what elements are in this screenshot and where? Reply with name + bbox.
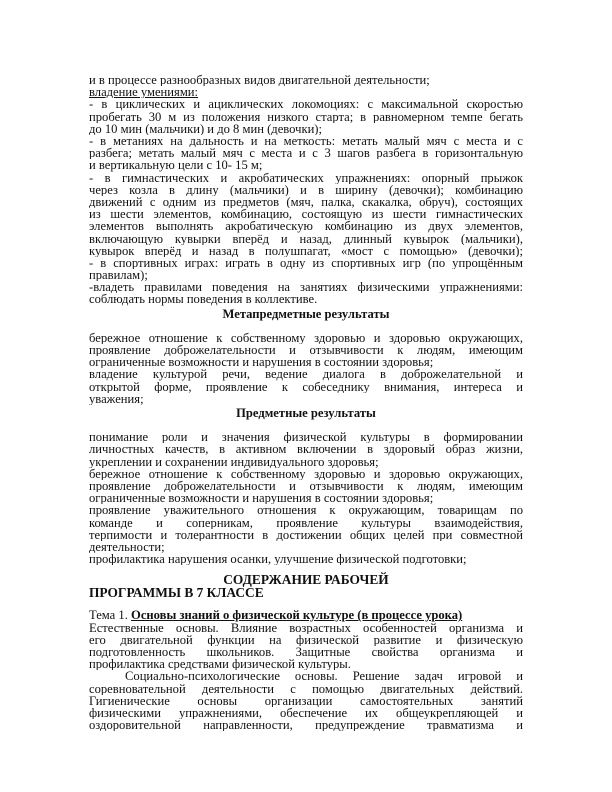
text-line: оздоровительной направленности, предупреждение травматизма и — [89, 719, 523, 732]
text-line: проявление доброжелательности и отзывчивости к людям, имеющим — [89, 479, 523, 493]
content-heading-line-2: ПРОГРАММЫ В 7 КЛАССЕ — [89, 585, 264, 601]
text-line: Естественные основы. Влияние возрастных особенностей организма и — [89, 621, 523, 634]
text-line: ограниченные возможности и нарушения в состоянии здоровья; — [89, 492, 434, 505]
text-line: деятельности; — [89, 540, 165, 554]
text-line: соревновательной деятельности с помощью двигательных действий. — [89, 682, 523, 695]
text-line: уважения; — [89, 392, 144, 406]
text-line: команде и соперникам, проявление культуры взаимодействия, — [89, 516, 523, 529]
text-line: - в гимнастических и акробатических упражнениях: опорный прыжок — [89, 171, 523, 184]
text-line: понимание роли и значения физической культуры в формировании — [89, 431, 523, 444]
content-heading-line-1: СОДЕРЖАНИЕ РАБОЧЕЙ — [223, 572, 389, 588]
text-line: профилактика средствами физической культуры. — [89, 658, 351, 671]
text-line: -владеть правилами поведения на занятиях физическими упражнениями: — [89, 281, 523, 294]
topic-prefix: Тема 1. — [89, 609, 128, 622]
topic-line — [89, 609, 523, 621]
text-line: элементов выполнять акробатическую комбинацию из двух элементов, — [89, 220, 523, 233]
topic-title: Основы знаний о физической культуре (в процессе урока) — [131, 609, 463, 622]
text-line: проявление уважительного отношения к окружающим, товарищам по — [89, 504, 523, 517]
text-line: личностных качеств, в активном включении в здоровый образ жизни, — [89, 443, 523, 456]
text-line: укреплении и сохранении индивидуального здоровья; — [89, 455, 379, 468]
text-line: бережное отношение к собственному здоровью и здоровью окружающих, — [89, 331, 523, 345]
skills-subheading: владение умениями: — [89, 86, 199, 99]
text-line: бережное отношение к собственному здоровью и здоровью окружающих, — [89, 467, 523, 480]
text-line: его двигательной функции на физической развитие и физическую — [89, 633, 523, 646]
text-line: до 10 мин (мальчики) и до 8 мин (девочки); — [89, 122, 323, 135]
text-line: - в циклических и ациклических локомоциях: с максимальной скоростью — [89, 98, 523, 111]
text-line: проявление доброжелательности и отзывчивости к людям, имеющим — [89, 344, 523, 357]
text-line: из шести элементов, комбинацию, состоящую из шести гимнастических — [89, 208, 523, 221]
text-line: подготовленность школьников. Защитные свойства организма и — [89, 645, 523, 659]
text-line: движений с одним из предметов (мяч, палка, скакалка, обруч), состоящих — [89, 195, 523, 209]
skills-block — [89, 74, 523, 306]
subject-results-block — [89, 431, 523, 565]
text-line: через козла в длину (мальчики) и в ширину (девочки); комбинацию — [89, 183, 523, 196]
text-line: включающую кувырки вперёд и назад, длинный кувырок (мальчики), — [89, 232, 523, 245]
text-line: правилам); — [89, 269, 148, 282]
social-basics-block — [89, 670, 523, 731]
text-line: физическими упражнениями, обеспечение их общеукрепляющей и — [89, 706, 523, 720]
text-line: и вертикальную цели с 10- 15 м; — [89, 159, 263, 172]
text-line: - в спортивных играх: играть в одну из спортивных игр (по упрощённым — [89, 256, 523, 270]
text-line: кувырок вперёд и назад в полушпагат, «мост с помощью» (девочки); — [89, 244, 523, 257]
document-page — [89, 74, 523, 731]
text-line: Гигиенические основы организации самостоятельных занятий — [89, 694, 523, 707]
text-line: разбега; метать малый мяч с места и с 3 шагов разбега в горизонтальную — [89, 147, 523, 160]
section-heading-meta: Метапредметные результаты — [222, 306, 390, 321]
meta-results-block — [89, 332, 523, 405]
text-line: Социально-психологические основы. Решение задач игровой и — [125, 670, 523, 683]
natural-basics-block — [89, 622, 523, 671]
text-line: и в процессе разнообразных видов двигательной деятельности; — [89, 74, 430, 87]
text-line: пробегать 30 м из положения низкого старта; в равномерном темпе бегать — [89, 110, 523, 123]
text-line: открытой форме, проявление к собеседнику внимания, интереса и — [89, 380, 523, 393]
text-line: владение культурой речи, ведение диалога в доброжелательной и — [89, 368, 523, 381]
text-line: - в метаниях на дальность и на меткость: метать малый мяч с места и с — [89, 134, 523, 148]
section-heading-subject: Предметные результаты — [236, 406, 376, 421]
text-line: профилактика нарушения осанки, улучшение физической подготовки; — [89, 553, 467, 566]
text-line: ограниченные возможности и нарушения в состоянии здоровья; — [89, 356, 434, 369]
text-line: терпимости и толерантности в достижении общих целей при совместной — [89, 528, 523, 541]
text-line: соблюдать нормы поведения в коллективе. — [89, 293, 318, 306]
